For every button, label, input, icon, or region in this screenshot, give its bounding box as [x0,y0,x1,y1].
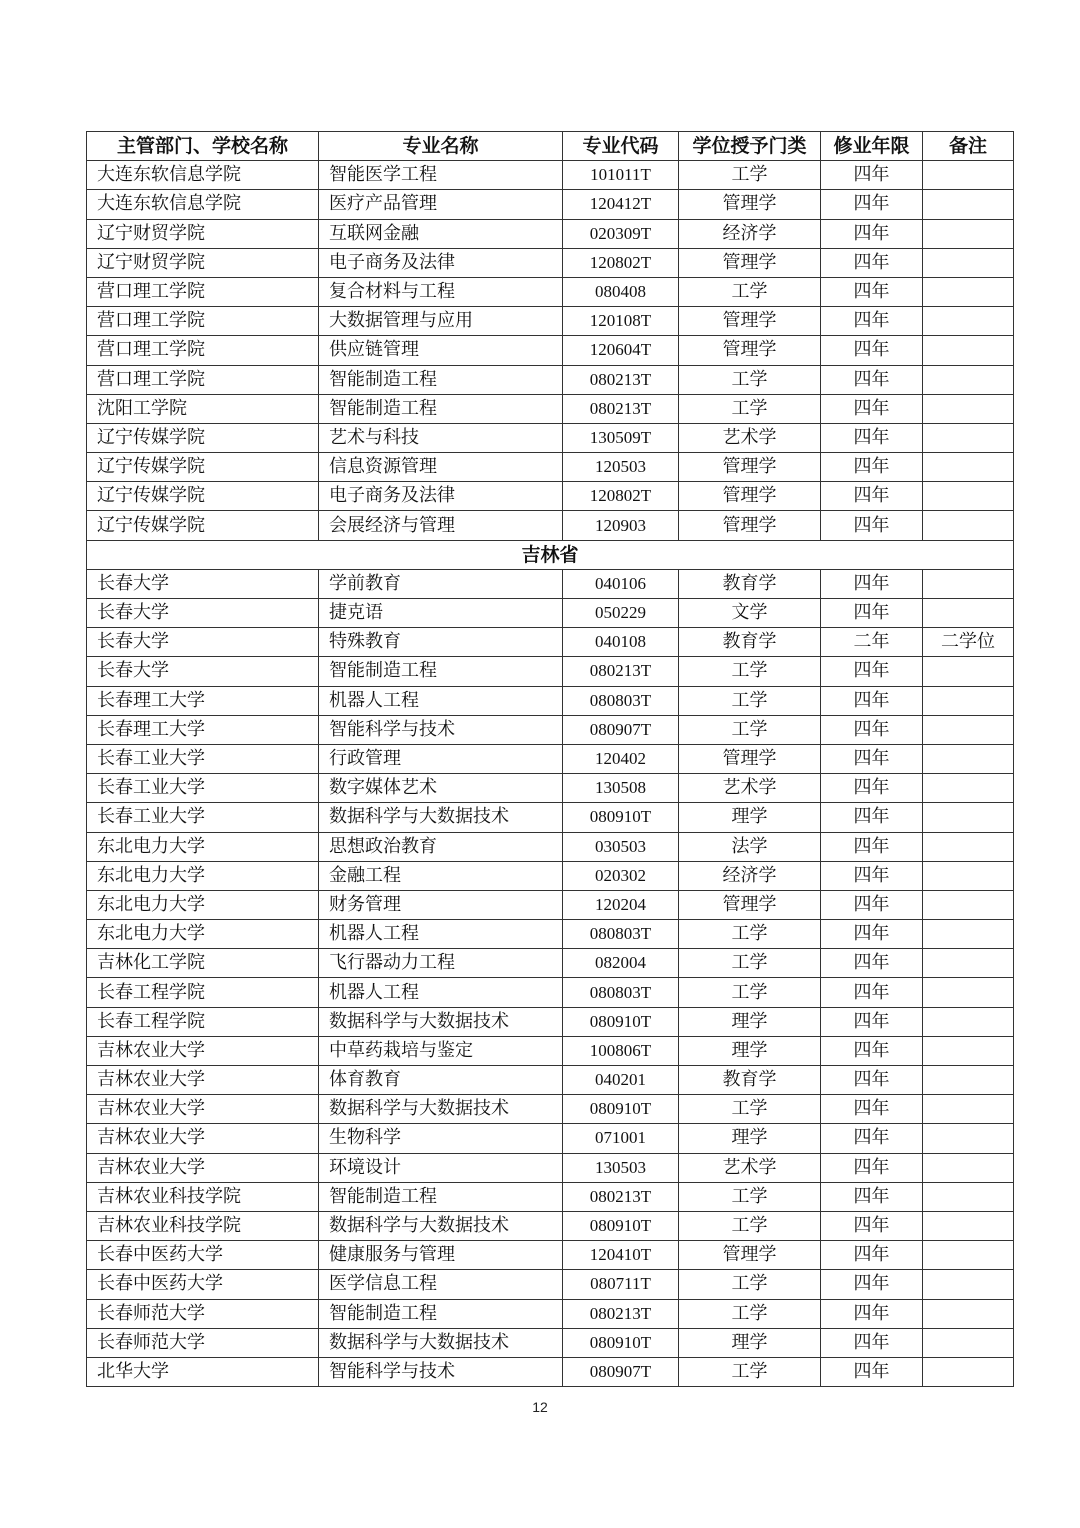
major-cell: 供应链管理 [319,336,563,365]
table-row [87,803,1014,832]
years-cell: 四年 [821,423,923,452]
major-cell: 数据科学与大数据技术 [319,1211,563,1240]
degree-cell: 工学 [679,365,821,394]
code-cell: 080910T [563,1211,679,1240]
note-cell [923,336,1014,365]
school-cell: 大连东软信息学院 [87,190,319,219]
province-name: 吉林省 [87,540,1014,569]
school-cell: 东北电力大学 [87,861,319,890]
school-cell: 营口理工学院 [87,307,319,336]
table-row [87,307,1014,336]
major-cell: 机器人工程 [319,978,563,1007]
school-cell: 吉林农业大学 [87,1124,319,1153]
table-row [87,861,1014,890]
note-cell [923,1328,1014,1357]
school-cell: 吉林农业大学 [87,1153,319,1182]
degree-cell: 艺术学 [679,1153,821,1182]
degree-cell: 理学 [679,1328,821,1357]
code-cell: 120108T [563,307,679,336]
note-cell [923,161,1014,190]
note-cell [923,803,1014,832]
years-cell: 四年 [821,949,923,978]
major-cell: 电子商务及法律 [319,248,563,277]
table-row [87,657,1014,686]
table-row [87,949,1014,978]
note-cell [923,978,1014,1007]
degree-cell: 艺术学 [679,774,821,803]
header-major: 专业名称 [319,132,563,161]
note-cell [923,890,1014,919]
note-cell [923,248,1014,277]
years-cell: 四年 [821,715,923,744]
degree-cell: 工学 [679,1270,821,1299]
table-row [87,628,1014,657]
school-cell: 长春理工大学 [87,715,319,744]
table-row [87,1211,1014,1240]
school-cell: 吉林农业科技学院 [87,1182,319,1211]
code-cell: 030503 [563,832,679,861]
note-cell [923,774,1014,803]
years-cell: 四年 [821,774,923,803]
school-cell: 长春师范大学 [87,1328,319,1357]
note-cell [923,219,1014,248]
note-cell [923,744,1014,773]
degree-cell: 理学 [679,1007,821,1036]
degree-cell: 管理学 [679,744,821,773]
school-cell: 东北电力大学 [87,832,319,861]
school-cell: 长春中医药大学 [87,1270,319,1299]
note-cell [923,482,1014,511]
years-cell: 四年 [821,394,923,423]
major-cell: 医疗产品管理 [319,190,563,219]
note-cell [923,715,1014,744]
note-cell [923,1241,1014,1270]
header-note: 备注 [923,132,1014,161]
school-cell: 大连东软信息学院 [87,161,319,190]
school-cell: 长春工业大学 [87,744,319,773]
school-cell: 辽宁财贸学院 [87,219,319,248]
school-cell: 长春大学 [87,569,319,598]
note-cell [923,599,1014,628]
note-cell [923,1036,1014,1065]
degree-cell: 管理学 [679,190,821,219]
school-cell: 吉林农业大学 [87,1036,319,1065]
degree-cell: 工学 [679,277,821,306]
note-cell [923,1066,1014,1095]
major-cell: 金融工程 [319,861,563,890]
major-cell: 中草药栽培与鉴定 [319,1036,563,1065]
years-cell: 四年 [821,1328,923,1357]
years-cell: 四年 [821,336,923,365]
years-cell: 四年 [821,1124,923,1153]
note-cell [923,1357,1014,1386]
major-cell: 数据科学与大数据技术 [319,1007,563,1036]
note-cell [923,511,1014,540]
note-cell [923,307,1014,336]
note-cell [923,190,1014,219]
note-cell [923,861,1014,890]
table-row [87,744,1014,773]
note-cell [923,1270,1014,1299]
years-cell: 四年 [821,1211,923,1240]
school-cell: 长春工业大学 [87,803,319,832]
degree-cell: 经济学 [679,219,821,248]
school-cell: 辽宁传媒学院 [87,423,319,452]
major-cell: 信息资源管理 [319,453,563,482]
major-cell: 特殊教育 [319,628,563,657]
table-row [87,715,1014,744]
degree-cell: 工学 [679,978,821,1007]
years-cell: 四年 [821,1066,923,1095]
major-cell: 医学信息工程 [319,1270,563,1299]
code-cell: 080213T [563,365,679,394]
school-cell: 吉林农业大学 [87,1066,319,1095]
table-row [87,161,1014,190]
code-cell: 130509T [563,423,679,452]
note-cell [923,1095,1014,1124]
years-cell: 四年 [821,920,923,949]
school-cell: 长春工程学院 [87,1007,319,1036]
major-cell: 智能制造工程 [319,657,563,686]
school-cell: 吉林农业科技学院 [87,1211,319,1240]
table-row [87,1241,1014,1270]
years-cell: 四年 [821,1241,923,1270]
degree-cell: 管理学 [679,511,821,540]
note-cell [923,1182,1014,1211]
code-cell: 080907T [563,715,679,744]
code-cell: 130503 [563,1153,679,1182]
major-cell: 智能科学与技术 [319,715,563,744]
table-body [87,161,1014,1387]
degree-cell: 管理学 [679,336,821,365]
code-cell: 120604T [563,336,679,365]
major-cell: 数据科学与大数据技术 [319,1328,563,1357]
degree-cell: 工学 [679,1211,821,1240]
header-degree: 学位授予门类 [679,132,821,161]
school-cell: 营口理工学院 [87,277,319,306]
majors-table [86,131,1014,1387]
table-row [87,277,1014,306]
table-row [87,1270,1014,1299]
code-cell: 120412T [563,190,679,219]
note-cell [923,1153,1014,1182]
table-row [87,978,1014,1007]
code-cell: 120903 [563,511,679,540]
years-cell: 四年 [821,1007,923,1036]
years-cell: 四年 [821,190,923,219]
code-cell: 080213T [563,1182,679,1211]
table-row [87,394,1014,423]
code-cell: 080408 [563,277,679,306]
degree-cell: 教育学 [679,1066,821,1095]
years-cell: 四年 [821,482,923,511]
note-cell [923,423,1014,452]
degree-cell: 工学 [679,394,821,423]
school-cell: 辽宁传媒学院 [87,511,319,540]
code-cell: 080910T [563,1095,679,1124]
code-cell: 050229 [563,599,679,628]
years-cell: 四年 [821,861,923,890]
degree-cell: 管理学 [679,307,821,336]
years-cell: 四年 [821,1299,923,1328]
table-row [87,336,1014,365]
years-cell: 四年 [821,1095,923,1124]
degree-cell: 管理学 [679,1241,821,1270]
years-cell: 四年 [821,511,923,540]
note-cell [923,394,1014,423]
table-row [87,1124,1014,1153]
table-row [87,1066,1014,1095]
years-cell: 四年 [821,890,923,919]
code-cell: 080711T [563,1270,679,1299]
code-cell: 101011T [563,161,679,190]
code-cell: 071001 [563,1124,679,1153]
major-cell: 机器人工程 [319,920,563,949]
code-cell: 120402 [563,744,679,773]
header-years: 修业年限 [821,132,923,161]
table-row [87,1328,1014,1357]
table-row [87,1007,1014,1036]
degree-cell: 艺术学 [679,423,821,452]
major-cell: 飞行器动力工程 [319,949,563,978]
note-cell [923,1299,1014,1328]
degree-cell: 管理学 [679,453,821,482]
note-cell [923,1007,1014,1036]
years-cell: 四年 [821,1357,923,1386]
note-cell [923,365,1014,394]
note-cell [923,832,1014,861]
degree-cell: 文学 [679,599,821,628]
code-cell: 120802T [563,248,679,277]
code-cell: 040106 [563,569,679,598]
code-cell: 020302 [563,861,679,890]
major-cell: 财务管理 [319,890,563,919]
major-cell: 电子商务及法律 [319,482,563,511]
school-cell: 沈阳工学院 [87,394,319,423]
school-cell: 长春大学 [87,628,319,657]
code-cell: 080803T [563,978,679,1007]
major-cell: 智能制造工程 [319,1182,563,1211]
code-cell: 080803T [563,920,679,949]
school-cell: 长春大学 [87,599,319,628]
table-row [87,1153,1014,1182]
table-row [87,569,1014,598]
table-row [87,1357,1014,1386]
code-cell: 080910T [563,803,679,832]
degree-cell: 工学 [679,1095,821,1124]
degree-cell: 管理学 [679,248,821,277]
code-cell: 080213T [563,657,679,686]
header-code: 专业代码 [563,132,679,161]
major-cell: 数字媒体艺术 [319,774,563,803]
years-cell: 四年 [821,657,923,686]
table-row [87,920,1014,949]
school-cell: 长春理工大学 [87,686,319,715]
major-cell: 智能制造工程 [319,394,563,423]
school-cell: 长春工程学院 [87,978,319,1007]
note-cell [923,686,1014,715]
major-cell: 智能制造工程 [319,365,563,394]
years-cell: 四年 [821,453,923,482]
degree-cell: 工学 [679,161,821,190]
major-cell: 行政管理 [319,744,563,773]
major-cell: 捷克语 [319,599,563,628]
table-row [87,511,1014,540]
school-cell: 长春师范大学 [87,1299,319,1328]
school-cell: 辽宁财贸学院 [87,248,319,277]
years-cell: 二年 [821,628,923,657]
degree-cell: 理学 [679,1124,821,1153]
note-cell [923,1124,1014,1153]
note-cell [923,920,1014,949]
degree-cell: 管理学 [679,890,821,919]
code-cell: 080803T [563,686,679,715]
years-cell: 四年 [821,248,923,277]
table-row [87,482,1014,511]
code-cell: 120204 [563,890,679,919]
major-cell: 艺术与科技 [319,423,563,452]
major-cell: 智能科学与技术 [319,1357,563,1386]
header-school: 主管部门、学校名称 [87,132,319,161]
code-cell: 120802T [563,482,679,511]
code-cell: 080910T [563,1328,679,1357]
degree-cell: 工学 [679,657,821,686]
major-cell: 机器人工程 [319,686,563,715]
major-cell: 智能制造工程 [319,1299,563,1328]
table-row [87,599,1014,628]
years-cell: 四年 [821,569,923,598]
years-cell: 四年 [821,1270,923,1299]
table-row [87,1095,1014,1124]
major-cell: 互联网金融 [319,219,563,248]
code-cell: 080213T [563,1299,679,1328]
years-cell: 四年 [821,277,923,306]
table-row [87,365,1014,394]
code-cell: 120410T [563,1241,679,1270]
years-cell: 四年 [821,744,923,773]
code-cell: 120503 [563,453,679,482]
major-cell: 数据科学与大数据技术 [319,1095,563,1124]
code-cell: 080907T [563,1357,679,1386]
table-row [87,248,1014,277]
years-cell: 四年 [821,599,923,628]
school-cell: 营口理工学院 [87,365,319,394]
years-cell: 四年 [821,832,923,861]
table-row [87,686,1014,715]
years-cell: 四年 [821,219,923,248]
major-cell: 复合材料与工程 [319,277,563,306]
note-cell [923,949,1014,978]
table-row [87,774,1014,803]
years-cell: 四年 [821,365,923,394]
degree-cell: 工学 [679,1182,821,1211]
school-cell: 营口理工学院 [87,336,319,365]
province-header-row [87,540,1014,569]
school-cell: 辽宁传媒学院 [87,453,319,482]
school-cell: 长春中医药大学 [87,1241,319,1270]
major-cell: 环境设计 [319,1153,563,1182]
degree-cell: 教育学 [679,628,821,657]
major-cell: 学前教育 [319,569,563,598]
table-row [87,832,1014,861]
table-row [87,1299,1014,1328]
school-cell: 长春大学 [87,657,319,686]
note-cell [923,277,1014,306]
years-cell: 四年 [821,161,923,190]
table-row [87,219,1014,248]
table-row [87,190,1014,219]
table-row [87,1182,1014,1211]
code-cell: 020309T [563,219,679,248]
major-cell: 数据科学与大数据技术 [319,803,563,832]
code-cell: 080213T [563,394,679,423]
major-cell: 体育教育 [319,1066,563,1095]
years-cell: 四年 [821,686,923,715]
code-cell: 100806T [563,1036,679,1065]
degree-cell: 理学 [679,803,821,832]
years-cell: 四年 [821,1036,923,1065]
major-cell: 思想政治教育 [319,832,563,861]
degree-cell: 工学 [679,1357,821,1386]
note-cell [923,1211,1014,1240]
page-number: 12 [532,1399,548,1415]
major-cell: 智能医学工程 [319,161,563,190]
degree-cell: 工学 [679,715,821,744]
school-cell: 东北电力大学 [87,890,319,919]
code-cell: 040201 [563,1066,679,1095]
degree-cell: 工学 [679,1299,821,1328]
note-cell [923,657,1014,686]
years-cell: 四年 [821,978,923,1007]
table-row [87,1036,1014,1065]
school-cell: 辽宁传媒学院 [87,482,319,511]
code-cell: 130508 [563,774,679,803]
degree-cell: 管理学 [679,482,821,511]
school-cell: 北华大学 [87,1357,319,1386]
school-cell: 吉林化工学院 [87,949,319,978]
code-cell: 080910T [563,1007,679,1036]
years-cell: 四年 [821,1182,923,1211]
table-row [87,890,1014,919]
table-row [87,423,1014,452]
code-cell: 082004 [563,949,679,978]
degree-cell: 工学 [679,920,821,949]
degree-cell: 工学 [679,949,821,978]
school-cell: 东北电力大学 [87,920,319,949]
degree-cell: 理学 [679,1036,821,1065]
degree-cell: 经济学 [679,861,821,890]
code-cell: 040108 [563,628,679,657]
school-cell: 吉林农业大学 [87,1095,319,1124]
major-cell: 会展经济与管理 [319,511,563,540]
degree-cell: 教育学 [679,569,821,598]
note-cell [923,453,1014,482]
years-cell: 四年 [821,307,923,336]
note-cell: 二学位 [923,628,1014,657]
note-cell [923,569,1014,598]
table-header-row [87,132,1014,161]
major-cell: 生物科学 [319,1124,563,1153]
degree-cell: 法学 [679,832,821,861]
major-cell: 大数据管理与应用 [319,307,563,336]
major-cell: 健康服务与管理 [319,1241,563,1270]
school-cell: 长春工业大学 [87,774,319,803]
years-cell: 四年 [821,803,923,832]
years-cell: 四年 [821,1153,923,1182]
degree-cell: 工学 [679,686,821,715]
table-row [87,453,1014,482]
